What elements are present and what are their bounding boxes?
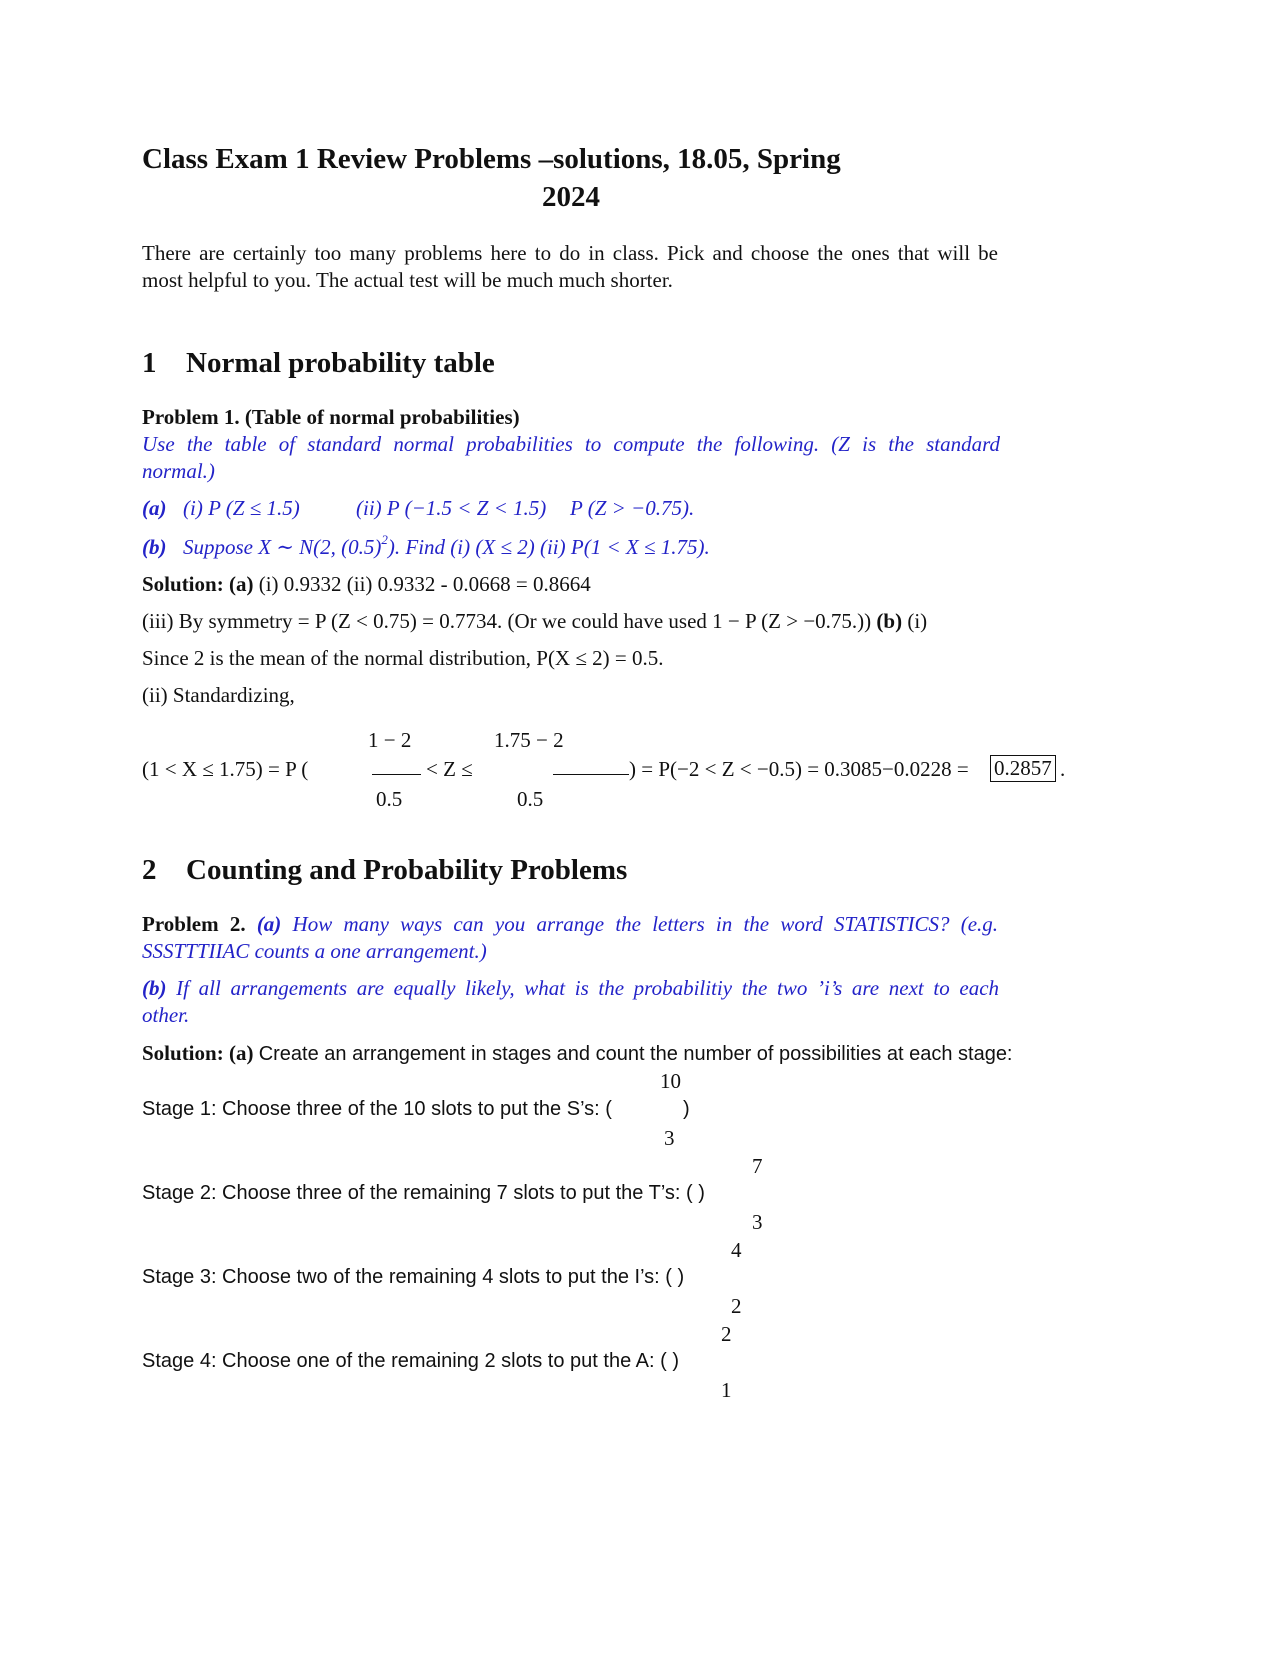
problem2-b-label: (b) (142, 976, 167, 1000)
stage1-binom-top: 10 (660, 1069, 681, 1093)
problem1-part-b-post: ). Find (i) (X ≤ 2) (ii) P(1 < X ≤ 1.75). (387, 535, 710, 559)
solution1-ii-text: (ii) Standardizing, (142, 683, 295, 707)
section2-title: Counting and Probability Problems (186, 854, 628, 886)
equation-middle: < Z ≤ (426, 757, 473, 781)
problem1-part-a-i: (i) P (Z ≤ 1.5) (183, 496, 300, 520)
stage1-text: Stage 1: Choose three of the 10 slots to put the S’s: ( (142, 1098, 612, 1120)
problem2-line1 (142, 912, 998, 937)
solution2-intro-line (142, 1041, 1013, 1066)
equation-right: ) = P(−2 < Z < −0.5) = 0.3085−0.0228 = (629, 757, 969, 781)
section2-number: 2 (142, 854, 157, 886)
problem1-part-b-pre: Suppose X ∼ N(2, (0.5) (183, 535, 382, 559)
solution1-a-label: (a) (228, 572, 254, 596)
problem1-part-a-iii: P (Z > −0.75). (570, 496, 695, 520)
boxed-answer: 0.2857 (990, 755, 1056, 782)
problem2-a-label: (a) (256, 912, 282, 936)
fraction1-bar (372, 774, 421, 775)
stage4-binom-top: 2 (721, 1322, 732, 1346)
stage3-binom-top: 4 (731, 1238, 742, 1262)
solution1-line-iii (142, 609, 927, 634)
solution1-a-text: (i) 0.9332 (ii) 0.9332 - 0.0668 = 0.8664 (258, 572, 591, 596)
problem1-heading: Problem 1. (Table of normal probabilities) (142, 405, 520, 429)
section1-number: 1 (142, 347, 157, 379)
fraction1-numerator: 1 − 2 (368, 728, 412, 752)
section1-title: Normal probability table (186, 347, 495, 379)
equation-left: (1 < X ≤ 1.75) = P ( (142, 757, 309, 781)
stage4-binom-bottom: 1 (721, 1378, 732, 1402)
stage2-text: Stage 2: Choose three of the remaining 7 slots to put the T’s: ( ) (142, 1182, 705, 1204)
solution2-label: Solution: (142, 1041, 224, 1065)
solution1-label: Solution: (142, 572, 224, 596)
page-title-line2: 2024 (542, 181, 600, 213)
problem1-part-b-label: (b) (142, 535, 167, 559)
problem2-a-text-line1: How many ways can you arrange the letters in the word STATISTICS? (e.g. (292, 912, 999, 936)
stage4-text: Stage 4: Choose one of the remaining 2 slots to put the A: ( ) (142, 1350, 679, 1372)
fraction2-denominator: 0.5 (517, 787, 544, 811)
solution1-b-label: (b) (876, 609, 903, 633)
problem2-a-text-line2: SSSTTTIIAC counts a one arrangement.) (142, 939, 487, 963)
problem1-part-a-ii: (ii) P (−1.5 < Z < 1.5) (356, 496, 547, 520)
fraction2-bar (553, 774, 629, 775)
problem1-statement-line1: Use the table of standard normal probabilities to compute the following. (Z is the standard (142, 432, 1000, 456)
problem1-part-a-label: (a) (142, 496, 167, 520)
fraction2-numerator: 1.75 − 2 (494, 728, 564, 752)
solution2-a-label: (a) (228, 1041, 254, 1065)
problem2-b-line1 (142, 976, 999, 1001)
problem1-part-b-text (183, 532, 710, 560)
solution2-intro: Create an arrangement in stages and count the number of possibilities at each stage: (258, 1043, 1013, 1065)
stage3-text: Stage 3: Choose two of the remaining 4 slots to put the I’s: ( ) (142, 1266, 685, 1288)
page-title-line1: Class Exam 1 Review Problems –solutions, 18.05, Spring (142, 143, 841, 175)
solution1-mean-text: Since 2 is the mean of the normal distribution, P(X ≤ 2) = 0.5. (142, 646, 664, 670)
problem2-b-text-line1: If all arrangements are equally likely, what is the probabilitiy the two ’i’s are next to each (176, 976, 1000, 1000)
solution1-line-a (142, 572, 591, 597)
problem2-heading: Problem 2. (142, 912, 246, 936)
stage2-binom-bottom: 3 (752, 1210, 763, 1234)
problem2-b-text-line2: other. (142, 1003, 190, 1027)
problem1-statement-line2: normal.) (142, 459, 215, 483)
stage2-binom-top: 7 (752, 1154, 763, 1178)
solution1-b-i: (i) (907, 609, 928, 633)
stage1-binom-bottom: 3 (664, 1126, 675, 1150)
equation-end-period: . (1060, 757, 1066, 781)
stage3-binom-bottom: 2 (731, 1294, 742, 1318)
solution1-iii-text: (iii) By symmetry = P (Z < 0.75) = 0.7734. (Or we could have used 1 − P (Z > −0.75.)) (142, 609, 872, 633)
intro-line2: most helpful to you. The actual test will be much much shorter. (142, 268, 673, 292)
fraction1-denominator: 0.5 (376, 787, 403, 811)
problem1-part-b-superscript: 2 (381, 532, 388, 547)
stage1-close-paren: ) (683, 1098, 690, 1120)
intro-line1: There are certainly too many problems here to do in class. Pick and choose the ones that will be (142, 241, 998, 265)
